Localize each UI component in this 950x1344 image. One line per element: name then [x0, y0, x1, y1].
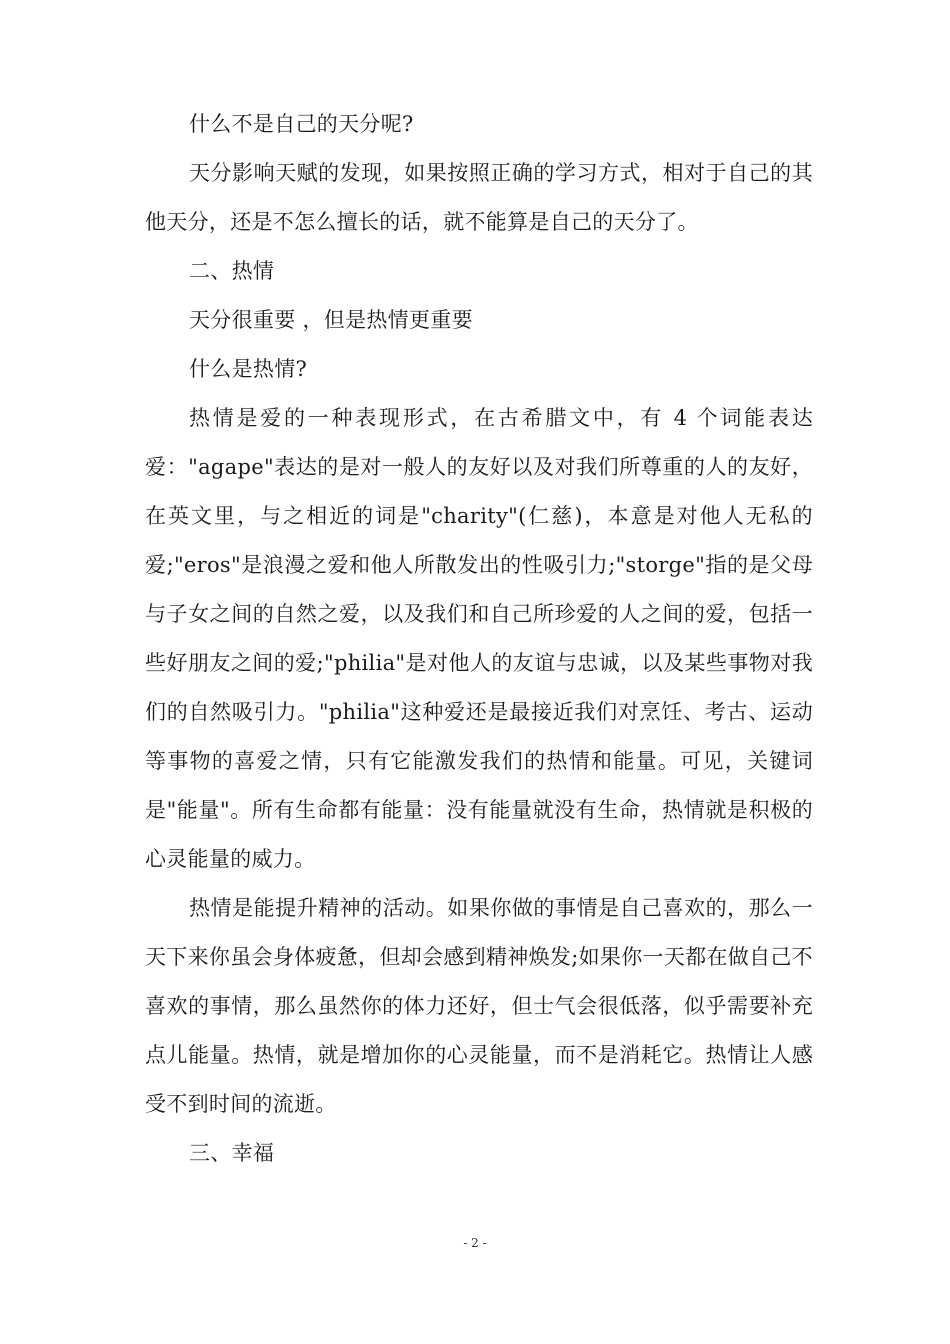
body-paragraph: 天分影响天赋的发现，如果按照正确的学习方式，相对于自己的其他天分，还是不怎么擅长的话，就不能算是自己的天分了。: [145, 161, 813, 234]
question-paragraph: 什么不是自己的天分呢?: [189, 112, 414, 136]
question-paragraph: 什么是热情?: [189, 357, 308, 381]
section-heading: 三、幸福: [189, 1141, 275, 1165]
body-paragraph: 热情是爱的一种表现形式，在古希腊文中，有 4 个词能表达爱："agape"表达的是对一般人的友好以及对我们所尊重的人的友好，在英文里，与之相近的词是"charity"(仁慈)，本意是对他人无私的爱;"eros"是浪漫之爱和他人所散发出的性吸引力;"storge"指的是父母与子女之间的自然之爱，以及我们和自己所珍爱的人之间的爱，包括一些好朋友之间的爱;"philia"是对他人的友谊与忠诚，以及某些事物对我们的自然吸引力。"philia"这种爱还是最接近我们对烹饪、考古、运动等事物的喜爱之情，只有它能激发我们的热情和能量。可见，关键词是"能量"。所有生命都有能量：没有能量就没有生命，热情就是积极的心灵能量的威力。: [145, 406, 813, 871]
body-paragraph: 天分很重要 ，但是热情更重要: [189, 308, 473, 332]
section-heading: 二、热情: [189, 259, 275, 283]
document-body: [145, 100, 813, 1178]
page-number: - 2 -: [463, 1236, 487, 1250]
body-paragraph: 热情是能提升精神的活动。如果你做的事情是自己喜欢的，那么一天下来你虽会身体疲惫，但却会感到精神焕发;如果你一天都在做自己不喜欢的事情，那么虽然你的体力还好，但士气会很低落，似乎需要补充点儿能量。热情，就是增加你的心灵能量，而不是消耗它。热情让人感受不到时间的流逝。: [145, 896, 813, 1116]
